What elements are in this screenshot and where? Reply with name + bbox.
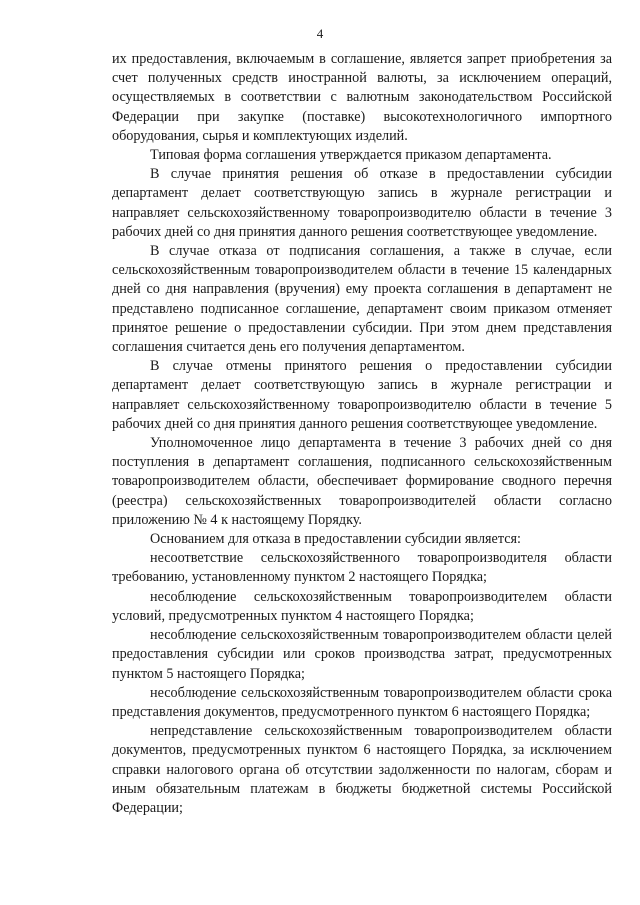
paragraph-signing-refusal: В случае отказа от подписания соглашения, а также в случае, если сельскохозяйственным товаропроизводителем области в течение 15 календарных дней со дня направления (вручения) ему проекта соглашения в департамент не представлено подписанное соглашение, департамент своим приказом отменяет принятое решение о предоставлении субсидии. При этом днем представления соглашения считается день его получения департаментом. (112, 243, 612, 356)
list-item-ground-4: несоблюдение сельскохозяйственным товаропроизводителем области срока представления документов, предусмотренного пунктом 6 настоящего Порядка; (112, 684, 612, 720)
page-number: 4 (316, 26, 324, 41)
paragraph-standard-form: Типовая форма соглашения утверждается приказом департамента. (150, 147, 552, 164)
paragraph-refusal-decision: В случае принятия решения об отказе в предоставлении субсидии департамент делает соответствующую запись в журнале регистрации и направляет сельскохозяйственному товаропроизводителю области в течение 3 рабочих дней со дня принятия данного решения соответствующее уведомление. (112, 166, 612, 240)
paragraph-decision-cancellation: В случае отмены принятого решения о предоставлении субсидии департамент делает соответствующую запись в журнале регистрации и направляет сельскохозяйственному товаропроизводителю области в течение 5 рабочих дней со дня принятия данного решения соответствующее уведомление. (112, 358, 612, 432)
list-item-ground-3: несоблюдение сельскохозяйственным товаропроизводителем области целей предоставления субсидии или сроков производства затрат, предусмотренных пунктом 5 настоящего Порядка; (112, 627, 612, 682)
list-item-ground-1: несоответствие сельскохозяйственного товаропроизводителя области требованию, установленному пунктом 2 настоящего Порядка; (112, 550, 612, 586)
list-item-ground-2: несоблюдение сельскохозяйственным товаропроизводителем области условий, предусмотренных пунктом 4 настоящего Порядка; (112, 588, 612, 624)
document-body (112, 50, 612, 818)
list-item-ground-5: непредставление сельскохозяйственным товаропроизводителем области документов, предусмотренных пунктом 6 настоящего Порядка, за исключением справки налогового органа об отсутствии задолженности по налогам, сборам и иным обязательным платежам в бюджеты бюджетной системы Российской Федерации; (112, 723, 612, 816)
paragraph-refusal-grounds: Основанием для отказа в предоставлении субсидии является: (150, 531, 521, 548)
paragraph-continuation: их предоставления, включаемым в соглашение, является запрет приобретения за счет полученных средств иностранной валюты, за исключением операций, осуществляемых в соответствии с валютным законодательством Российской Федерации при закупке (поставке) высокотехнологичного импортного оборудования, сырья и комплектующих изделий. (112, 51, 612, 144)
paragraph-registry-formation: Уполномоченное лицо департамента в течение 3 рабочих дней со дня поступления в департамент соглашения, подписанного сельскохозяйственным товаропроизводителем области, обеспечивает формирование сводного перечня (реестра) сельскохозяйственных товаропроизводителей области согласно приложению № 4 к настоящему Порядку. (112, 435, 612, 528)
